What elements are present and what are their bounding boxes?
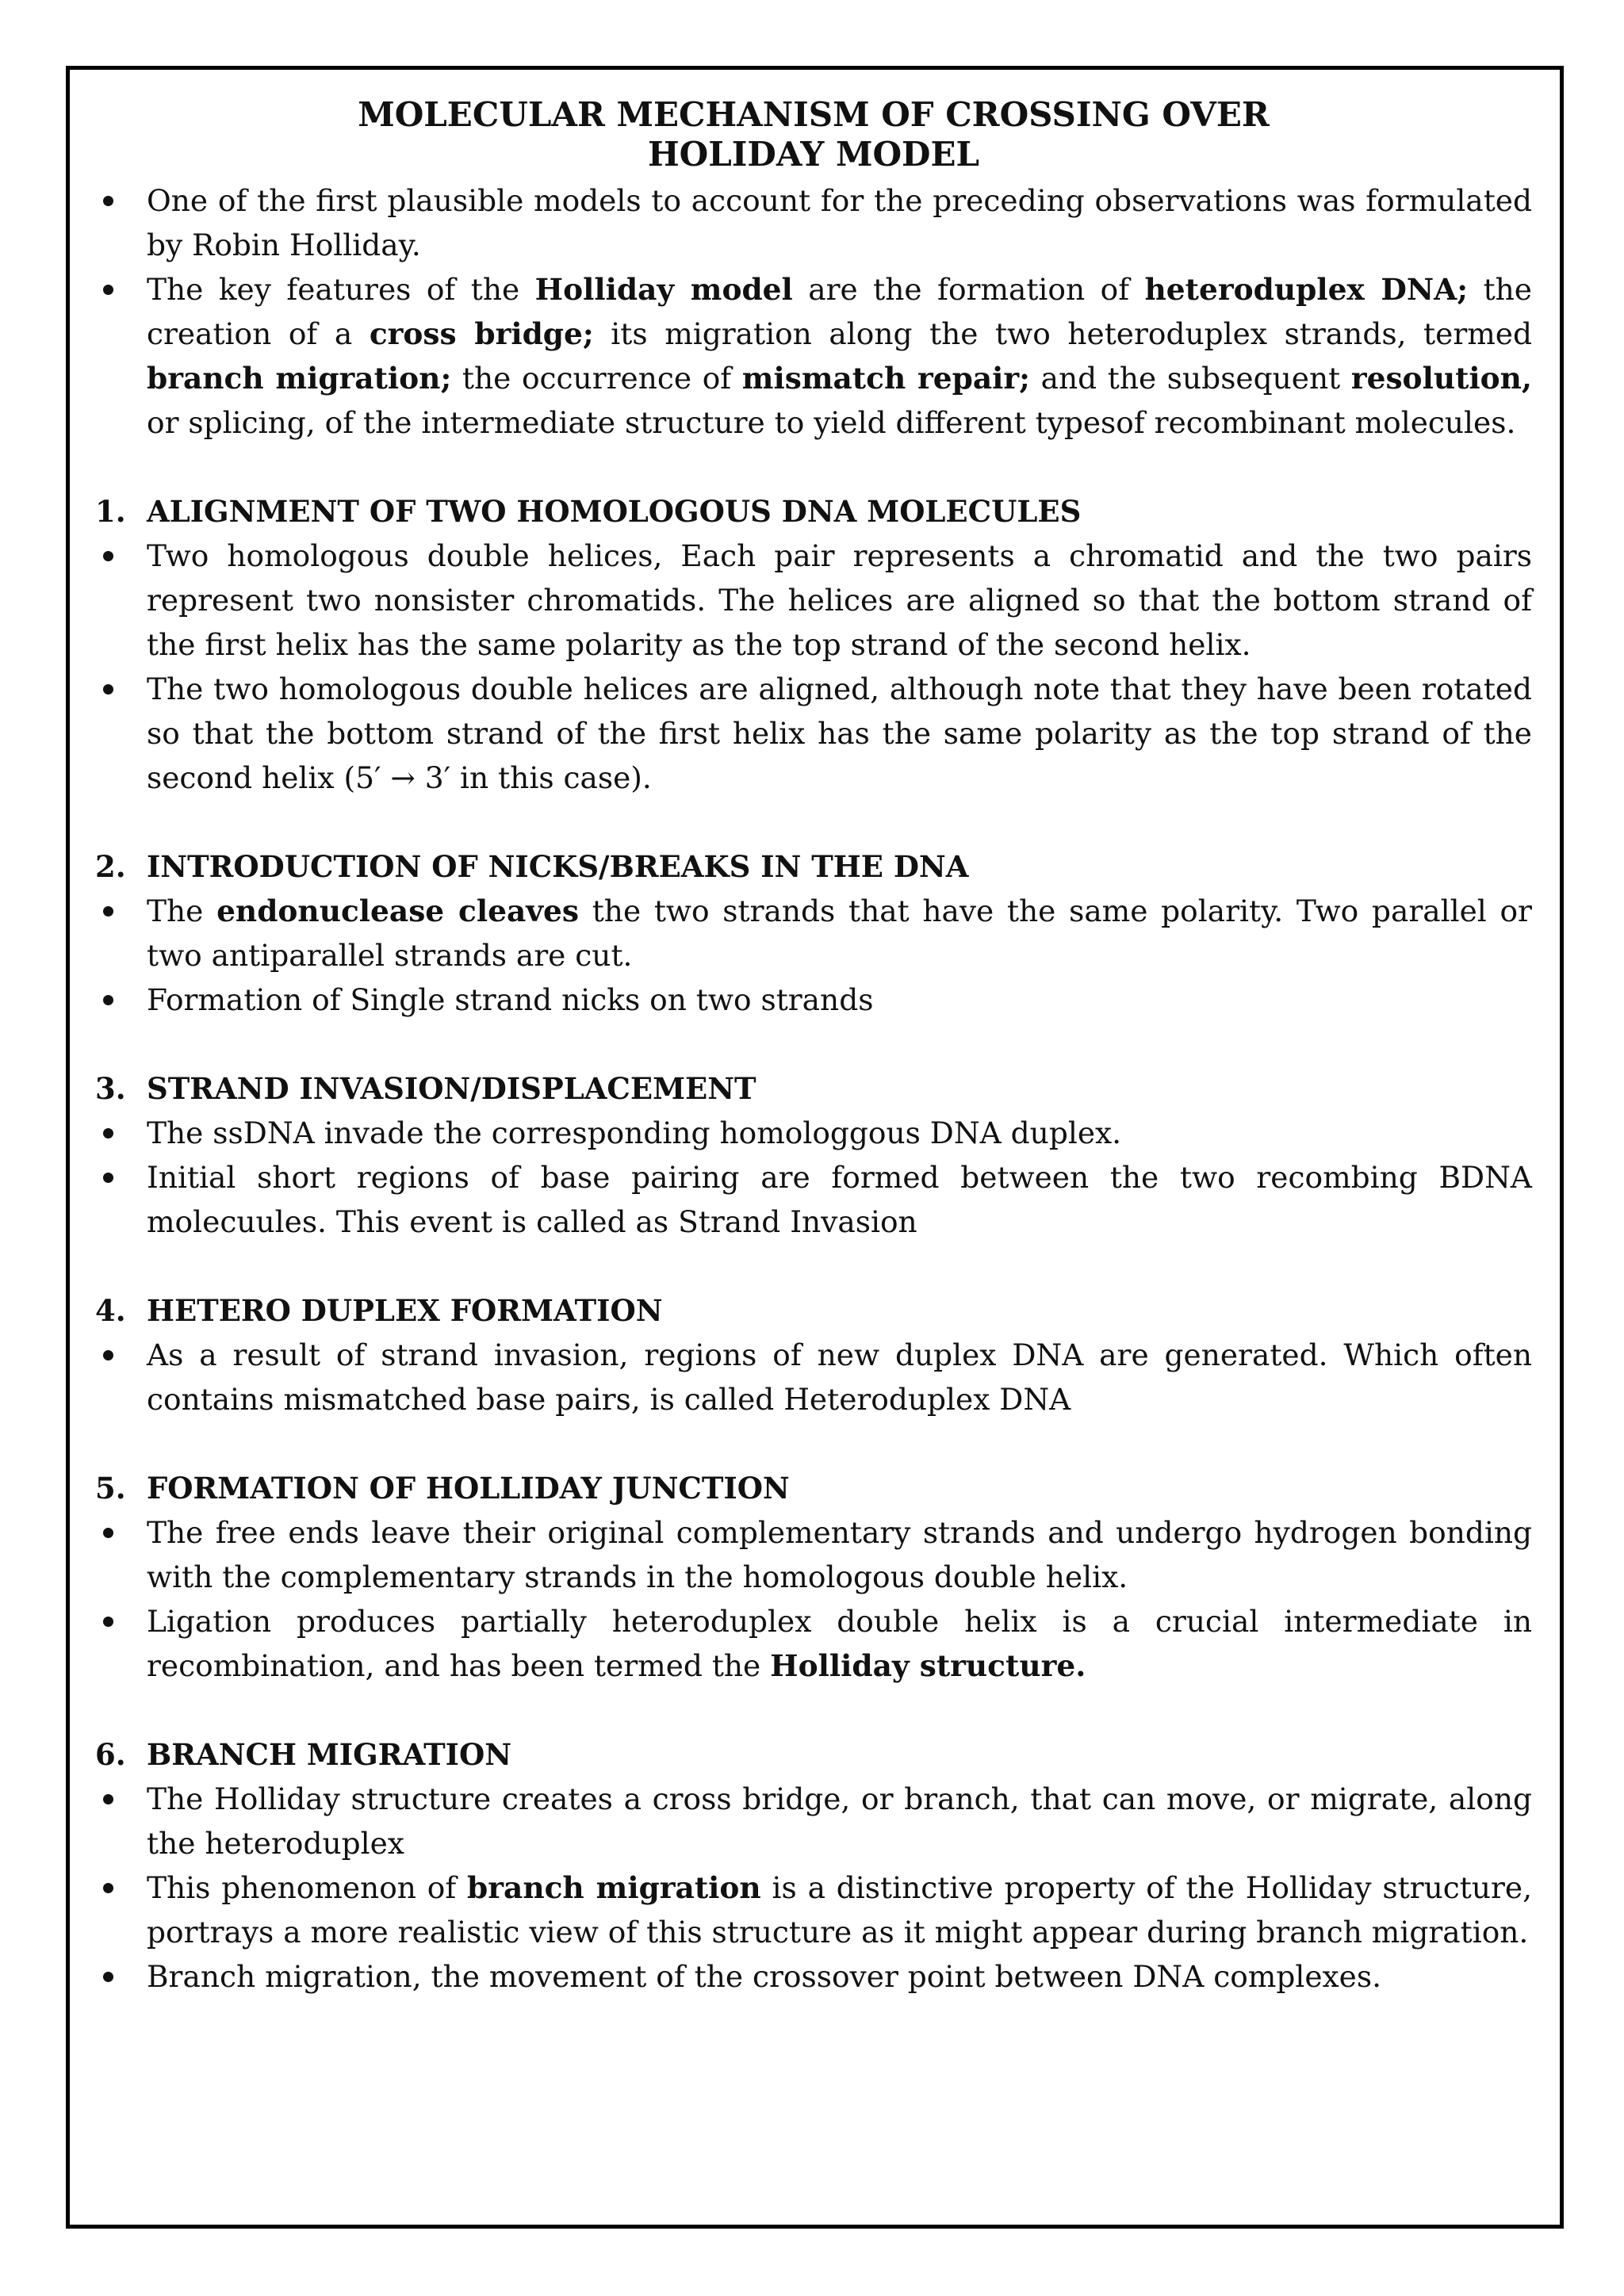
section-number: 3. — [95, 1070, 126, 1106]
section-5-heading — [95, 1466, 1532, 1510]
section-title: ALIGNMENT OF TWO HOMOLOGOUS DNA MOLECULES — [147, 493, 1082, 529]
text-span: The — [147, 893, 217, 928]
list-item — [95, 667, 1532, 800]
list-item — [95, 1111, 1532, 1155]
list-item — [95, 978, 1532, 1022]
bold-term: branch migration — [467, 1869, 761, 1905]
section-number: 2. — [95, 848, 126, 884]
text-span: This phenomenon of — [147, 1869, 468, 1905]
list-item-text: Branch migration, the movement of the crossover point between DNA complexes. — [147, 1958, 1382, 1994]
list-item — [95, 1954, 1532, 1999]
intro-list — [95, 178, 1532, 445]
section-1-list — [95, 534, 1532, 800]
bold-term: resolution, — [1350, 360, 1532, 396]
bold-term: Holliday structure. — [770, 1647, 1086, 1683]
title-line-2: HOLIDAY MODEL — [647, 135, 979, 174]
document-title — [95, 95, 1532, 175]
text-span: the occurrence of — [451, 360, 742, 396]
intro-bullet-1 — [95, 178, 1532, 267]
section-4-list — [95, 1333, 1532, 1422]
section-title: BRANCH MIGRATION — [147, 1736, 512, 1772]
text-span: and the subsequent — [1029, 360, 1351, 396]
section-4-heading — [95, 1288, 1532, 1333]
list-item-text: The Holliday structure creates a cross bridge, or branch, that can move, or migrate, along the heteroduplex — [147, 1781, 1532, 1861]
section-1-heading — [95, 489, 1532, 534]
list-item-text: The ssDNA invade the corresponding homologgous DNA duplex. — [147, 1115, 1122, 1150]
section-2-list — [95, 889, 1532, 1022]
list-item — [95, 1155, 1532, 1244]
list-item-text: The free ends leave their original complementary strands and undergo hydrogen bonding with the complementary strands in the homologous double helix. — [147, 1514, 1532, 1594]
section-3-heading — [95, 1066, 1532, 1111]
list-item — [95, 1510, 1532, 1599]
text-span: the creation of a — [147, 271, 1533, 351]
bold-term: branch migration; — [147, 360, 452, 396]
text-span: or splicing, of the intermediate structure to yield different typesof recombinant molecules. — [147, 404, 1516, 440]
list-item — [95, 889, 1532, 978]
title-line-1: MOLECULAR MECHANISM OF CROSSING OVER — [358, 95, 1270, 134]
section-title: STRAND INVASION/DISPLACEMENT — [147, 1070, 756, 1106]
intro-bullet-2 — [95, 267, 1532, 445]
section-number: 4. — [95, 1292, 126, 1328]
text-span: is a distinctive property of the Holliday structure, portrays a more realistic view of this structure as it might appear during branch migration. — [147, 1869, 1533, 1950]
list-item — [95, 1777, 1532, 1866]
text-span: its migration along the two heteroduplex strands, termed — [593, 316, 1533, 351]
list-item — [95, 1333, 1532, 1422]
section-2-heading — [95, 844, 1532, 889]
list-item-text: As a result of strand invasion, regions of new duplex DNA are generated. Which often contains mismatched base pairs, is called Heteroduplex DNA — [147, 1337, 1532, 1417]
section-title: INTRODUCTION OF NICKS/BREAKS IN THE DNA — [147, 848, 969, 884]
section-number: 1. — [95, 493, 126, 529]
bold-term: cross bridge; — [369, 316, 594, 351]
bold-term: endonuclease cleaves — [216, 893, 580, 928]
bold-term: heteroduplex DNA; — [1144, 271, 1469, 307]
section-6-list — [95, 1777, 1532, 1999]
list-item-text: Initial short regions of base pairing are formed between the two recombing BDNA molecuules. This event is called as Strand Invasion — [147, 1159, 1532, 1239]
list-item-text: The two homologous double helices are aligned, although note that they have been rotated so that the bottom strand of the first helix has the same polarity as the top strand of the second helix (5′ → 3′ in this case). — [147, 671, 1532, 795]
list-item — [95, 1599, 1532, 1688]
section-number: 6. — [95, 1736, 126, 1772]
list-item-text: Formation of Single strand nicks on two strands — [147, 982, 874, 1017]
section-6-heading — [95, 1732, 1532, 1777]
document-body — [95, 95, 1532, 1999]
list-item-text: Two homologous double helices, Each pair represents a chromatid and the two pairs represent two nonsister chromatids. The helices are aligned so that the bottom strand of the first helix has the same polarity as the top strand of the second helix. — [147, 538, 1532, 662]
text-span: are the formation of — [792, 271, 1145, 307]
text-span: Ligation produces partially heteroduplex double helix is a crucial intermediate in recombination, and has been termed the — [147, 1603, 1532, 1683]
list-item — [95, 1866, 1532, 1954]
bold-term: Holliday model — [534, 271, 793, 307]
section-3-list — [95, 1111, 1532, 1244]
text-span: the two strands that have the same polarity. Two parallel or two antiparallel strands are cut. — [147, 893, 1532, 973]
section-title: FORMATION OF HOLLIDAY JUNCTION — [147, 1470, 790, 1506]
list-item — [95, 534, 1532, 667]
bold-term: mismatch repair; — [741, 360, 1030, 396]
intro-bullet-1-text: One of the first plausible models to account for the preceding observations was formulated by Robin Holliday. — [147, 182, 1532, 262]
section-5-list — [95, 1510, 1532, 1688]
text-span: The key features of the — [147, 271, 535, 307]
section-title: HETERO DUPLEX FORMATION — [147, 1292, 663, 1328]
section-number: 5. — [95, 1470, 126, 1506]
